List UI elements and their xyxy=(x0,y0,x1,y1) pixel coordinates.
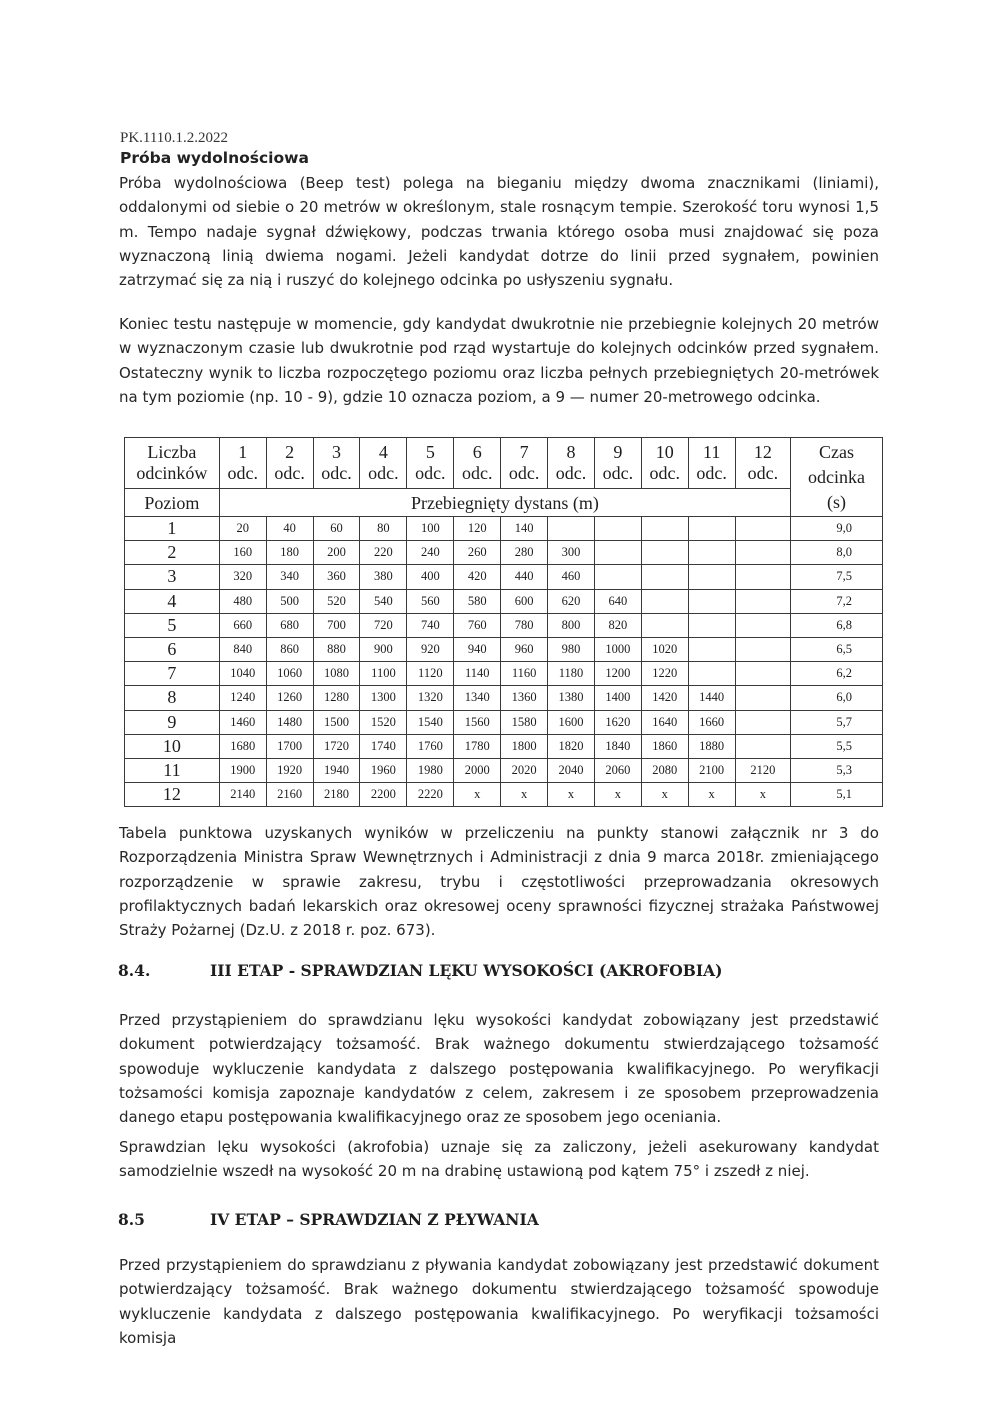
distance-cell: 2040 xyxy=(548,758,595,782)
table-row xyxy=(125,686,883,710)
segment-unit: odc. xyxy=(555,463,587,483)
distance-cell: 1040 xyxy=(219,662,266,686)
distance-cell xyxy=(594,517,641,541)
segment-unit: odc. xyxy=(747,463,779,483)
level-cell: 8 xyxy=(125,686,220,710)
segment-number: 7 xyxy=(519,442,529,462)
distance-cell: 180 xyxy=(266,541,313,565)
distance-cell xyxy=(594,565,641,589)
level-cell: 1 xyxy=(125,517,220,541)
distance-cell xyxy=(735,613,790,637)
distance-cell: 460 xyxy=(548,565,595,589)
distance-cell xyxy=(735,517,790,541)
distance-cell: 120 xyxy=(454,517,501,541)
distance-cell: 1460 xyxy=(219,710,266,734)
distance-cell: 960 xyxy=(501,637,548,661)
segment-header-4 xyxy=(360,438,407,489)
distance-cell: 1640 xyxy=(641,710,688,734)
distance-cell: 1000 xyxy=(594,637,641,661)
distance-cell: 720 xyxy=(360,613,407,637)
distance-cell xyxy=(688,517,735,541)
distance-cell: 80 xyxy=(360,517,407,541)
distance-cell: 1360 xyxy=(501,686,548,710)
distance-cell: 980 xyxy=(548,637,595,661)
distance-cell: 1980 xyxy=(407,758,454,782)
distance-cell: 1780 xyxy=(454,734,501,758)
distance-cell xyxy=(735,589,790,613)
distance-cell: 780 xyxy=(501,613,548,637)
distance-cell: 1180 xyxy=(548,662,595,686)
distance-cell: 40 xyxy=(266,517,313,541)
level-cell: 11 xyxy=(125,758,220,782)
distance-cell: 2060 xyxy=(594,758,641,782)
distance-cell: 420 xyxy=(454,565,501,589)
time-cell: 9,0 xyxy=(791,517,883,541)
distance-cell: x xyxy=(501,783,548,807)
segment-number: 3 xyxy=(332,442,342,462)
distance-cell: 1420 xyxy=(641,686,688,710)
segment-number: 1 xyxy=(238,442,248,462)
distance-cell: 220 xyxy=(360,541,407,565)
distance-cell xyxy=(688,613,735,637)
distance-cell: 1320 xyxy=(407,686,454,710)
distance-cell xyxy=(641,589,688,613)
distance-cell: 760 xyxy=(454,613,501,637)
distance-cell: 1680 xyxy=(219,734,266,758)
corner-top-cell: Liczba odcinków xyxy=(125,438,220,489)
distance-cell: x xyxy=(641,783,688,807)
distance-cell xyxy=(735,686,790,710)
distance-cell: 680 xyxy=(266,613,313,637)
beep-test-table xyxy=(124,437,883,807)
segment-header-5 xyxy=(407,438,454,489)
time-cell: 5,3 xyxy=(791,758,883,782)
distance-cell: 860 xyxy=(266,637,313,661)
time-cell: 6,8 xyxy=(791,613,883,637)
table-row xyxy=(125,565,883,589)
distance-cell: 1020 xyxy=(641,637,688,661)
paragraph-score-table: Tabela punktowa uzyskanych wyników w przeliczeniu na punkty stanowi załącznik nr 3 do Rozporządzenia Ministra Spraw Wewnętrznych i Administracji z dnia 9 marca 2018r. zmieniającego rozporządzenie w sprawie zakresu, trybu i częstotliwości przeprowadzania okresowych profilaktycznych badań lekarskich oraz okresowej oceny sprawności fizycznej strażaka Państwowej Straży Pożarnej (Dz.U. z 2018 r. poz. 673). xyxy=(119,824,879,940)
level-cell: 4 xyxy=(125,589,220,613)
distance-cell: 1080 xyxy=(313,662,360,686)
distance-cell: 1820 xyxy=(548,734,595,758)
level-cell: 3 xyxy=(125,565,220,589)
distance-cell: 920 xyxy=(407,637,454,661)
time-cell: 6,5 xyxy=(791,637,883,661)
distance-cell: 640 xyxy=(594,589,641,613)
distance-cell: 1300 xyxy=(360,686,407,710)
distance-cell: 140 xyxy=(501,517,548,541)
distance-cell: 660 xyxy=(219,613,266,637)
distance-cell: 1260 xyxy=(266,686,313,710)
distance-cell: 1400 xyxy=(594,686,641,710)
distance-cell: 600 xyxy=(501,589,548,613)
distance-cell: 1520 xyxy=(360,710,407,734)
segment-header-3 xyxy=(313,438,360,489)
distance-cell: 840 xyxy=(219,637,266,661)
distance-cell: 2100 xyxy=(688,758,735,782)
distance-cell: 620 xyxy=(548,589,595,613)
distance-cell xyxy=(735,637,790,661)
distance-cell: 1120 xyxy=(407,662,454,686)
distance-cell: 820 xyxy=(594,613,641,637)
time-cell: 5,7 xyxy=(791,710,883,734)
segment-header-8 xyxy=(548,438,595,489)
table-row xyxy=(125,613,883,637)
distance-cell xyxy=(735,662,790,686)
distance-cell xyxy=(548,517,595,541)
distance-cell: 1480 xyxy=(266,710,313,734)
distance-cell: 2120 xyxy=(735,758,790,782)
table-subheader-row xyxy=(125,489,883,517)
segment-number: 10 xyxy=(655,442,674,462)
level-cell: 5 xyxy=(125,613,220,637)
paragraph-beep-test: Próba wydolnościowa (Beep test) polega na bieganiu między dwoma znacznikami (liniami), oddalonymi od siebie o 20 metrów w określonym, stale rosnącym tempie. Szerokość toru wynosi 1,5 m. Tempo nadaje sygnał dźwiękowy, podczas trwania którego osoba musi znajdować się poza wyznaczoną linią dwiema nogami. Jeżeli kandydat dotrze do linii przed sygnałem, powinien zatrzymać się za nią i ruszyć do kolejnego odcinka po usłyszeniu sygnału. xyxy=(119,174,879,290)
segment-number: 8 xyxy=(566,442,576,462)
segment-number: 12 xyxy=(753,442,772,462)
distance-cell: 60 xyxy=(313,517,360,541)
distance-cell: 320 xyxy=(219,565,266,589)
distance-cell xyxy=(735,734,790,758)
segment-header-10 xyxy=(641,438,688,489)
distance-cell: 1240 xyxy=(219,686,266,710)
distance-cell: 740 xyxy=(407,613,454,637)
distance-cell xyxy=(688,637,735,661)
time-cell: 5,5 xyxy=(791,734,883,758)
distance-cell: 1140 xyxy=(454,662,501,686)
distance-cell: 400 xyxy=(407,565,454,589)
table-row xyxy=(125,758,883,782)
distance-cell: x xyxy=(688,783,735,807)
distance-cell: 1900 xyxy=(219,758,266,782)
segment-unit: odc. xyxy=(602,463,634,483)
distance-cell xyxy=(641,517,688,541)
distance-cell: 480 xyxy=(219,589,266,613)
distance-cell: 380 xyxy=(360,565,407,589)
distance-cell: 1160 xyxy=(501,662,548,686)
segment-unit: odc. xyxy=(415,463,446,483)
distance-cell: 360 xyxy=(313,565,360,589)
segment-number: 4 xyxy=(378,442,388,462)
distance-cell: 1600 xyxy=(548,710,595,734)
level-cell: 7 xyxy=(125,662,220,686)
table-row xyxy=(125,710,883,734)
distance-cell: 2140 xyxy=(219,783,266,807)
distance-cell xyxy=(594,541,641,565)
segment-header-12 xyxy=(735,438,790,489)
segment-header-2 xyxy=(266,438,313,489)
segment-number: 9 xyxy=(613,442,623,462)
heading-8-4-text: III ETAP - SPRAWDZIAN LĘKU WYSOKOŚCI (AKROFOBIA) xyxy=(210,961,723,980)
table-row xyxy=(125,637,883,661)
distance-cell: 280 xyxy=(501,541,548,565)
distance-cell: 2080 xyxy=(641,758,688,782)
distance-cell: 1540 xyxy=(407,710,454,734)
distance-cell: 1800 xyxy=(501,734,548,758)
segment-unit: odc. xyxy=(696,463,727,483)
distance-cell xyxy=(735,565,790,589)
distance-cell: 1340 xyxy=(454,686,501,710)
level-cell: 10 xyxy=(125,734,220,758)
distance-cell xyxy=(688,541,735,565)
heading-8-4 xyxy=(118,961,722,980)
distance-cell: x xyxy=(548,783,595,807)
distance-cell: 20 xyxy=(219,517,266,541)
distance-cell xyxy=(641,613,688,637)
segment-number: 2 xyxy=(285,442,295,462)
distance-cell: 100 xyxy=(407,517,454,541)
distance-cell: x xyxy=(594,783,641,807)
segment-number: 6 xyxy=(472,442,482,462)
distance-cell: 1380 xyxy=(548,686,595,710)
distance-cell: x xyxy=(454,783,501,807)
distance-cell: 540 xyxy=(360,589,407,613)
distance-cell: 1560 xyxy=(454,710,501,734)
table-row xyxy=(125,662,883,686)
time-header: Czas odcinka (s) xyxy=(791,438,883,517)
segment-unit: odc. xyxy=(321,463,352,483)
time-cell: 8,0 xyxy=(791,541,883,565)
distance-cell: 800 xyxy=(548,613,595,637)
table-row xyxy=(125,589,883,613)
distance-cell: 300 xyxy=(548,541,595,565)
distance-cell: 1620 xyxy=(594,710,641,734)
distance-header: Przebiegnięty dystans (m) xyxy=(219,489,790,517)
segment-unit: odc. xyxy=(461,463,493,483)
heading-8-5-number: 8.5 xyxy=(118,1210,145,1229)
time-cell: 6,2 xyxy=(791,662,883,686)
distance-cell: 1100 xyxy=(360,662,407,686)
distance-cell: 1440 xyxy=(688,686,735,710)
table-row xyxy=(125,517,883,541)
distance-cell: 2220 xyxy=(407,783,454,807)
distance-cell: 500 xyxy=(266,589,313,613)
segment-unit: odc. xyxy=(368,463,399,483)
distance-cell xyxy=(641,565,688,589)
distance-cell: 2000 xyxy=(454,758,501,782)
level-cell: 2 xyxy=(125,541,220,565)
distance-cell: 160 xyxy=(219,541,266,565)
heading-8-4-number: 8.4. xyxy=(118,961,151,980)
segment-header-11 xyxy=(688,438,735,489)
distance-cell xyxy=(688,662,735,686)
segment-number: 11 xyxy=(702,442,721,462)
distance-cell: 1880 xyxy=(688,734,735,758)
segment-unit: odc. xyxy=(649,463,681,483)
level-cell: 9 xyxy=(125,710,220,734)
distance-cell: 1920 xyxy=(266,758,313,782)
distance-cell: 1840 xyxy=(594,734,641,758)
paragraph-swimming-intro: Przed przystąpieniem do sprawdzianu z pływania kandydat zobowiązany jest przedstawić dokument potwierdzający tożsamość. Brak ważnego dokumentu stwierdzającego tożsamość spowoduje wykluczenie kandydata z dalszego postępowania kwalifikacyjnego. Po weryfikacji tożsamości komisja xyxy=(119,1256,879,1347)
distance-cell: 2160 xyxy=(266,783,313,807)
distance-cell: 520 xyxy=(313,589,360,613)
heading-8-5-text: IV ETAP – SPRAWDZIAN Z PŁYWANIA xyxy=(210,1210,539,1229)
distance-cell: 1760 xyxy=(407,734,454,758)
distance-cell: 440 xyxy=(501,565,548,589)
distance-cell: 2200 xyxy=(360,783,407,807)
distance-cell: 1940 xyxy=(313,758,360,782)
time-cell: 7,5 xyxy=(791,565,883,589)
distance-cell: 580 xyxy=(454,589,501,613)
distance-cell: 700 xyxy=(313,613,360,637)
distance-cell: 1860 xyxy=(641,734,688,758)
segment-header-7 xyxy=(501,438,548,489)
distance-cell: 2180 xyxy=(313,783,360,807)
table-row xyxy=(125,541,883,565)
level-cell: 12 xyxy=(125,783,220,807)
distance-cell xyxy=(641,541,688,565)
distance-cell xyxy=(688,589,735,613)
distance-cell: 1720 xyxy=(313,734,360,758)
distance-cell: 560 xyxy=(407,589,454,613)
table-header-row xyxy=(125,438,883,489)
distance-cell: 260 xyxy=(454,541,501,565)
distance-cell: 1280 xyxy=(313,686,360,710)
level-cell: 6 xyxy=(125,637,220,661)
document-reference: PK.1110.1.2.2022 xyxy=(120,130,229,146)
distance-cell: 1660 xyxy=(688,710,735,734)
table-row xyxy=(125,734,883,758)
table-row xyxy=(125,783,883,807)
paragraph-acrophobia-intro: Przed przystąpieniem do sprawdzianu lęku wysokości kandydat zobowiązany jest przedstawić dokument potwierdzający tożsamość. Brak ważnego dokumentu stwierdzającego tożsamość spowoduje wykluczenie kandydata z dalszego postępowania kwalifikacyjnego. Po weryfikacji tożsamości komisja zapoznaje kandydatów z celem, zakresem i ze sposobem przeprowadzenia danego etapu postępowania kwalifikacyjnego oraz ze sposobem jego oceniania. xyxy=(119,1011,879,1127)
distance-cell: 2020 xyxy=(501,758,548,782)
distance-cell: 340 xyxy=(266,565,313,589)
segment-header-9 xyxy=(594,438,641,489)
distance-cell xyxy=(735,541,790,565)
segment-header-1 xyxy=(219,438,266,489)
time-cell: 5,1 xyxy=(791,783,883,807)
segment-unit: odc. xyxy=(227,463,258,483)
distance-cell: 1700 xyxy=(266,734,313,758)
distance-cell: 200 xyxy=(313,541,360,565)
section-title: Próba wydolnościowa xyxy=(120,149,309,167)
heading-8-5 xyxy=(118,1210,539,1229)
distance-cell: 1500 xyxy=(313,710,360,734)
distance-cell: 940 xyxy=(454,637,501,661)
distance-cell: 1220 xyxy=(641,662,688,686)
corner-bottom-cell: Poziom xyxy=(125,489,220,517)
distance-cell xyxy=(735,710,790,734)
distance-cell xyxy=(688,565,735,589)
time-cell: 7,2 xyxy=(791,589,883,613)
distance-cell: 1580 xyxy=(501,710,548,734)
distance-cell: 880 xyxy=(313,637,360,661)
segment-header-6 xyxy=(454,438,501,489)
segment-unit: odc. xyxy=(274,463,305,483)
distance-cell: 900 xyxy=(360,637,407,661)
distance-cell: 1740 xyxy=(360,734,407,758)
paragraph-acrophobia-pass: Sprawdzian lęku wysokości (akrofobia) uznaje się za zaliczony, jeżeli asekurowany kandydat samodzielnie wszedł na wysokość 20 m na drabinę ustawioną pod kątem 75° i zszedł z niej. xyxy=(119,1138,879,1181)
segment-unit: odc. xyxy=(508,463,540,483)
paragraph-test-end: Koniec testu następuje w momencie, gdy kandydat dwukrotnie nie przebiegnie kolejnych 20 metrów w wyznaczonym czasie lub dwukrotnie pod rząd wystartuje do kolejnych odcinków przed sygnałem. Ostateczny wynik to liczba rozpoczętego poziomu oraz liczba pełnych przebiegniętych 20-metrówek na tym poziomie (np. 10 - 9), gdzie 10 oznacza poziom, a 9 — numer 20-metrowego odcinka. xyxy=(119,315,879,406)
distance-cell: 1200 xyxy=(594,662,641,686)
distance-cell: 240 xyxy=(407,541,454,565)
distance-cell: 1960 xyxy=(360,758,407,782)
time-cell: 6,0 xyxy=(791,686,883,710)
distance-cell: x xyxy=(735,783,790,807)
segment-number: 5 xyxy=(425,442,435,462)
distance-cell: 1060 xyxy=(266,662,313,686)
